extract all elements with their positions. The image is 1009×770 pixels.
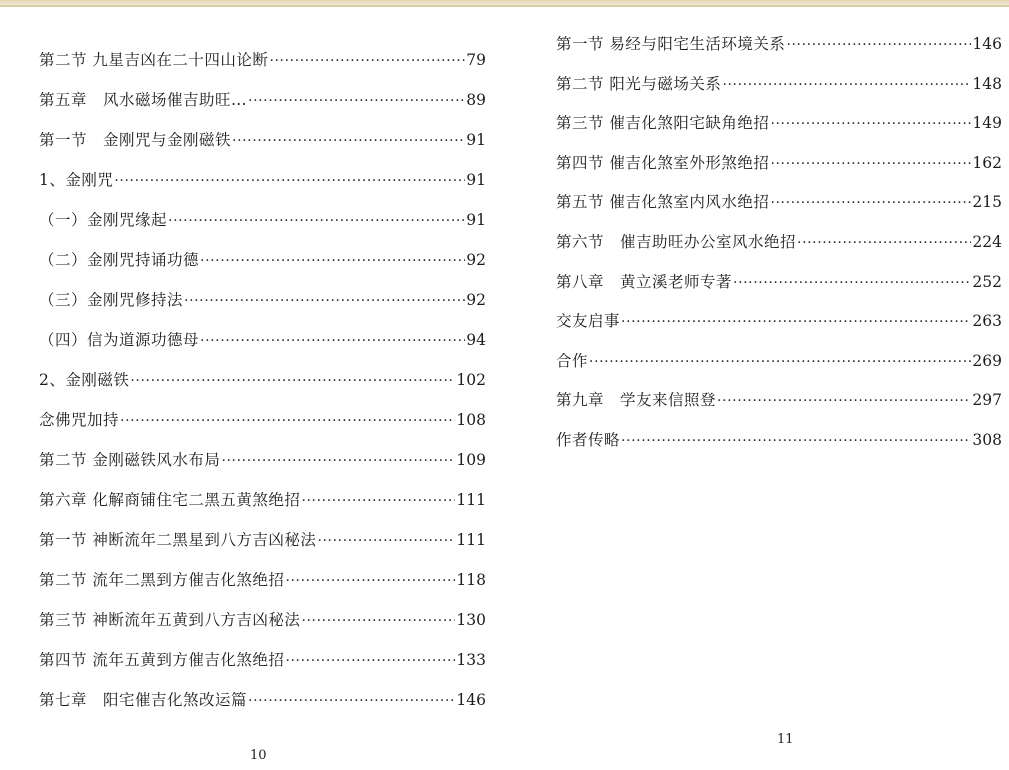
toc-entry-page-number: 91: [466, 171, 486, 189]
toc-entry-title: （一）金刚咒缘起: [39, 211, 168, 229]
toc-entry: [556, 74, 1002, 114]
toc-entry-page-number: 297: [972, 391, 1002, 410]
toc-entry-title: 第四节 流年五黄到方催吉化煞绝招: [39, 651, 285, 669]
toc-entry-title: 作者传略: [556, 430, 621, 449]
toc-entry: [556, 232, 1002, 272]
toc-entry-page-number: 146: [456, 691, 486, 709]
dot-leader: [269, 51, 465, 71]
toc-entry-page-number: 252: [972, 272, 1002, 291]
left-page: [0, 0, 504, 770]
toc-entry-page-number: 224: [972, 232, 1002, 251]
toc-entry: [39, 690, 486, 730]
toc-entry-page-number: 91: [466, 131, 486, 149]
toc-entry: [39, 250, 486, 290]
toc-entry-title: 第五节 催吉化煞室内风水绝招: [556, 193, 770, 212]
toc-entry-title: 念佛咒加持: [39, 411, 120, 429]
toc-entry-title: 第一节 金刚咒与金刚磁铁: [39, 131, 232, 149]
dot-leader: [770, 193, 971, 213]
dot-leader: [770, 154, 971, 174]
dot-leader: [786, 35, 971, 55]
toc-entry-title: 第八章 黄立溪老师专著: [556, 272, 733, 291]
dot-leader: [221, 451, 455, 471]
dot-leader: [621, 431, 971, 451]
toc-entry: [39, 450, 486, 490]
dot-leader: [168, 211, 465, 231]
dot-leader: [733, 273, 971, 293]
toc-entry-page-number: 133: [456, 651, 486, 669]
dot-leader: [248, 691, 455, 711]
toc-entry: [39, 170, 486, 210]
dot-leader: [301, 611, 455, 631]
toc-entry-title: 2、金刚磁铁: [39, 371, 130, 389]
dot-leader: [589, 352, 971, 372]
dot-leader: [248, 91, 465, 111]
toc-entry: [556, 34, 1002, 74]
toc-entry: [556, 351, 1002, 391]
toc-entry-page-number: 215: [972, 193, 1002, 212]
toc-entry: [39, 130, 486, 170]
toc-entry: [556, 153, 1002, 193]
dot-leader: [130, 371, 455, 391]
toc-entry: [556, 113, 1002, 153]
toc-entry-title: 第二节 金刚磁铁风水布局: [39, 451, 221, 469]
toc-entry: [556, 192, 1002, 232]
toc-entry-title: 第三节 催吉化煞阳宅缺角绝招: [556, 114, 770, 133]
toc-entry-page-number: 263: [972, 312, 1002, 331]
toc-entry: [39, 530, 486, 570]
toc-entry-page-number: 102: [456, 371, 486, 389]
toc-entry-page-number: 118: [456, 571, 486, 589]
toc-entry-title: （四）信为道源功德母: [39, 331, 200, 349]
toc-entry-title: 第七章 阳宅催吉化煞改运篇: [39, 691, 248, 709]
toc-entry-page-number: 109: [456, 451, 486, 469]
toc-entry-page-number: 111: [456, 531, 486, 549]
page-number-left: 10: [250, 748, 267, 763]
toc-entry-title: 第二节 阳光与磁场关系: [556, 74, 722, 93]
dot-leader: [722, 75, 971, 95]
toc-entry-page-number: 108: [456, 411, 486, 429]
dot-leader: [621, 312, 971, 332]
toc-entry: [39, 570, 486, 610]
dot-leader: [770, 114, 971, 134]
toc-entry-title: 1、金刚咒: [39, 171, 114, 189]
toc-entry: [39, 330, 486, 370]
toc-entry: [39, 290, 486, 330]
toc-entry-page-number: 89: [466, 91, 486, 109]
toc-entry-page-number: 146: [972, 35, 1002, 53]
dot-leader: [184, 291, 465, 311]
toc-entry-title: 交友启事: [556, 312, 621, 331]
table-of-contents-left: [39, 50, 486, 730]
toc-entry: [556, 430, 1002, 470]
right-page: [504, 0, 1009, 770]
toc-entry-page-number: 162: [972, 153, 1002, 172]
dot-leader: [200, 251, 465, 271]
toc-entry-title: 第五章 风水磁场催吉助旺…: [39, 91, 248, 109]
dot-leader: [717, 391, 971, 411]
toc-entry: [39, 610, 486, 650]
dot-leader: [797, 233, 971, 253]
toc-entry-title: 第一节 神断流年二黑星到八方吉凶秘法: [39, 531, 317, 549]
toc-entry-page-number: 308: [972, 430, 1002, 449]
toc-entry-page-number: 92: [466, 291, 486, 309]
toc-entry-page-number: 269: [972, 351, 1002, 370]
toc-entry-title: 第二节 流年二黑到方催吉化煞绝招: [39, 571, 285, 589]
toc-entry-page-number: 130: [456, 611, 486, 629]
toc-entry: [39, 90, 486, 130]
toc-entry-title: 合作: [556, 351, 589, 370]
toc-entry-title: 第九章 学友来信照登: [556, 391, 717, 410]
page-number-right: 11: [777, 732, 794, 747]
dot-leader: [114, 171, 465, 191]
toc-entry: [39, 410, 486, 450]
dot-leader: [285, 651, 455, 671]
toc-entry: [39, 490, 486, 530]
toc-entry: [39, 650, 486, 690]
dot-leader: [285, 571, 455, 591]
toc-entry: [39, 50, 486, 90]
toc-entry: [39, 370, 486, 410]
toc-entry-title: 第三节 神断流年五黄到八方吉凶秘法: [39, 611, 301, 629]
dot-leader: [232, 131, 465, 151]
toc-entry-page-number: 148: [972, 74, 1002, 93]
dot-leader: [120, 411, 455, 431]
toc-entry: [556, 311, 1002, 351]
toc-entry-page-number: 111: [456, 491, 486, 509]
table-of-contents-right: [556, 34, 1002, 470]
toc-entry-title: 第六章 化解商铺住宅二黑五黄煞绝招: [39, 491, 301, 509]
toc-entry: [39, 210, 486, 250]
toc-entry-page-number: 91: [466, 211, 486, 229]
toc-entry-page-number: 94: [466, 331, 486, 349]
toc-entry-title: 第四节 催吉化煞室外形煞绝招: [556, 153, 770, 172]
toc-entry-page-number: 79: [466, 51, 486, 69]
toc-entry-page-number: 92: [466, 251, 486, 269]
dot-leader: [301, 491, 455, 511]
dot-leader: [200, 331, 465, 351]
toc-entry-title: 第一节 易经与阳宅生活环境关系: [556, 35, 786, 53]
dot-leader: [317, 531, 455, 551]
toc-entry-page-number: 149: [972, 114, 1002, 133]
toc-entry-title: 第六节 催吉助旺办公室风水绝招: [556, 232, 797, 251]
toc-entry: [556, 272, 1002, 312]
toc-entry-title: （二）金刚咒持诵功德: [39, 251, 200, 269]
toc-entry-title: （三）金刚咒修持法: [39, 291, 184, 309]
toc-entry: [556, 390, 1002, 430]
toc-entry-title: 第二节 九星吉凶在二十四山论断: [39, 51, 269, 69]
